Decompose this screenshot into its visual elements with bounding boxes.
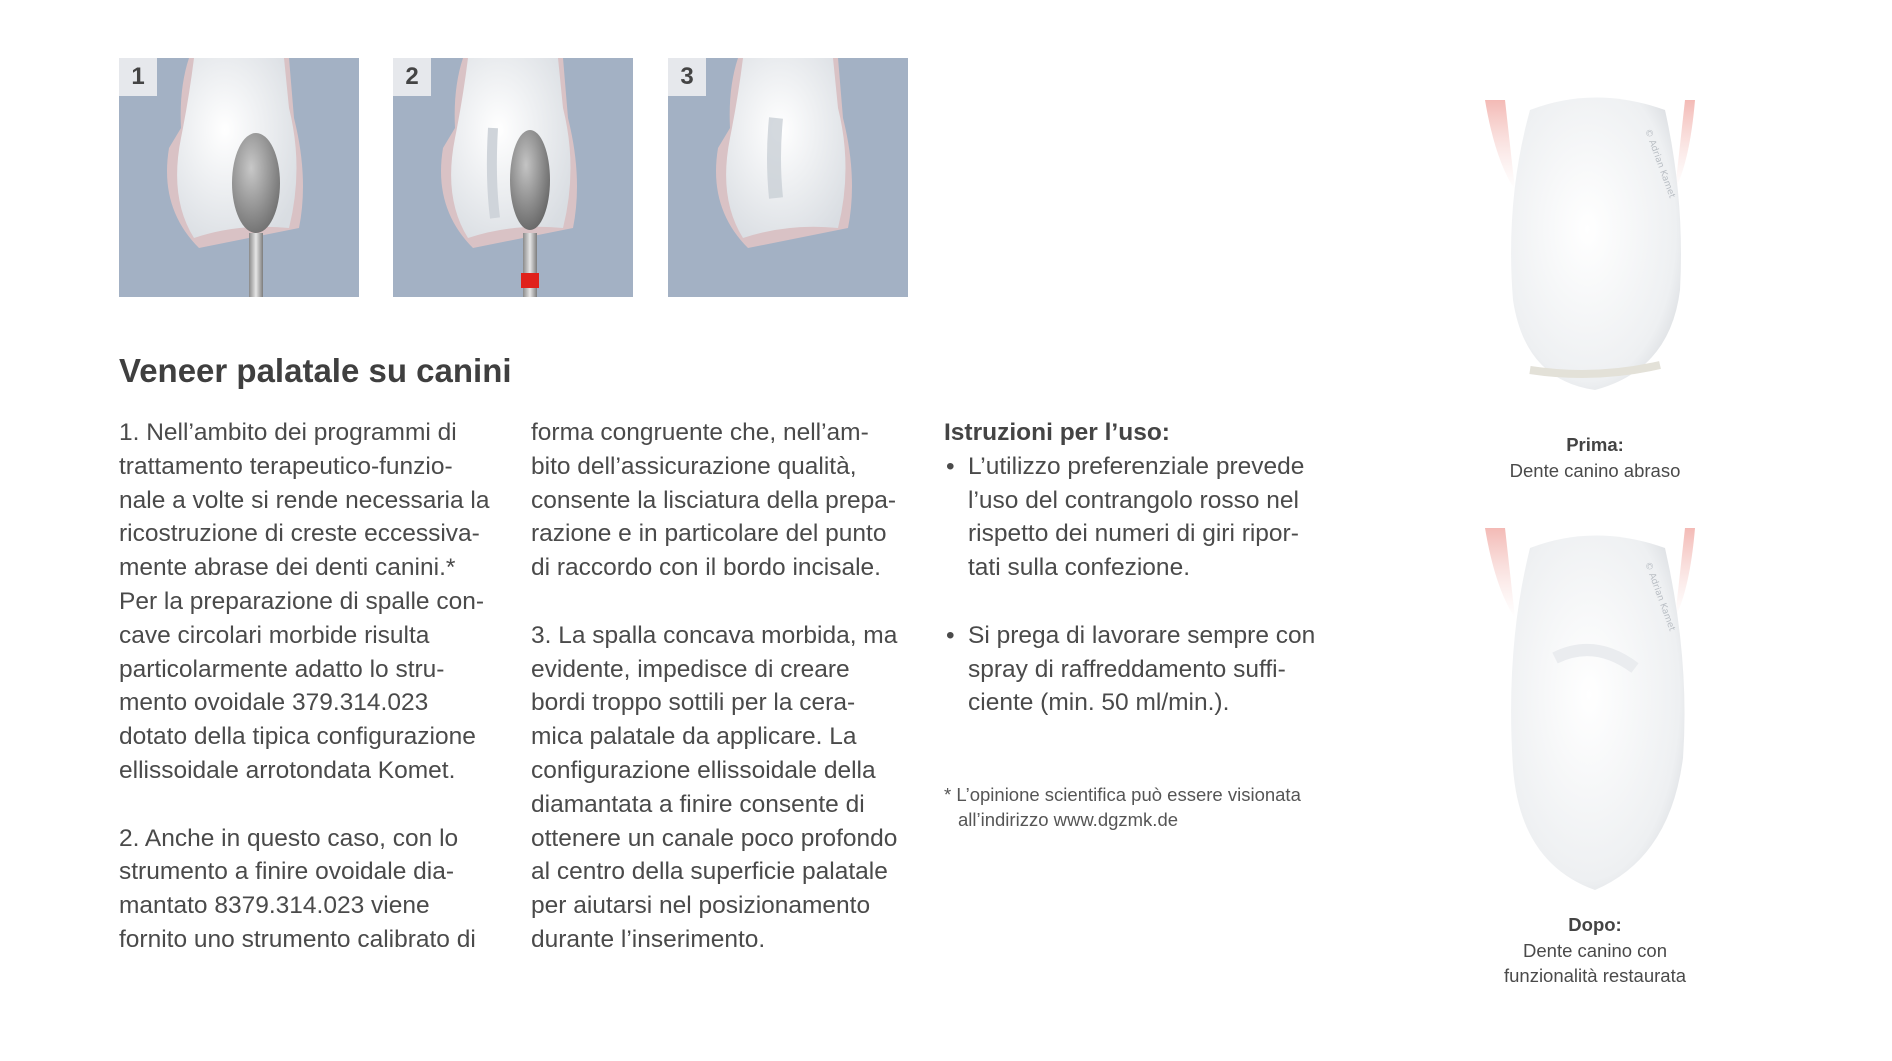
list-item: • L’utilizzo preferenziale prevede l’uso del contrangolo rosso nel rispetto dei numeri di giri ripor- tati sulla confezione. (944, 450, 1344, 585)
instructions-column (944, 416, 1344, 720)
step-number: 2 (393, 58, 431, 96)
footnote-line: * L’opinione scientifica può essere visionata (944, 784, 1301, 805)
step-3-illustration (668, 58, 908, 297)
caption-text: Dente canino abraso (1509, 459, 1681, 481)
after-caption (1445, 912, 1745, 989)
paragraph: 3. La spalla concava morbida, ma evidente, impedisce di creare bordi troppo sottili per la cera- mica palatale da applicare. La configurazione ellissoidale della diamantata a finire consente di ottenere un canale poco profondo al centro della superficie palatale per aiutarsi nel posizionamento durante l’inserimento. (531, 621, 898, 953)
step-number: 1 (119, 58, 157, 96)
list-item: • Si prega di lavorare sempre con spray di raffreddamento suffi- ciente (min. 50 ml/min.). (944, 619, 1344, 720)
watermark: © Adrian Kamet (1642, 560, 1677, 633)
before-tooth-photo (1445, 80, 1745, 410)
after-tooth-photo (1445, 518, 1745, 900)
before-caption (1445, 432, 1745, 483)
instructions-heading: Istruzioni per l’uso: (944, 419, 1170, 446)
text-column-1 (119, 416, 519, 957)
step-number: 3 (668, 58, 706, 96)
caption-label: Prima: (1566, 434, 1624, 455)
abraded-canine-image (1445, 80, 1745, 410)
footnote-line: all’indirizzo www.dgzmk.de (958, 809, 1179, 830)
page-title: Veneer palatale su canini (119, 352, 512, 389)
caption-text: Dente canino con (1523, 939, 1667, 961)
caption-label: Dopo: (1568, 914, 1622, 935)
footnote (944, 782, 1364, 832)
paragraph: 2. Anche in questo caso, con lo strumento a finire ovoidale dia- mantato 8379.314.023 viene fornito uno strumento calibrato di (119, 824, 476, 953)
watermark: © Adrian Kamet (1642, 127, 1677, 200)
caption-text: funzionalità restaurata (1503, 965, 1687, 986)
restored-canine-image (1445, 518, 1745, 900)
instructions-list (944, 450, 1344, 720)
step-1-illustration (119, 58, 359, 297)
paragraph: forma congruente che, nell’am- bito dell’assicurazione qualità, consente la lisciatura della prepa- razione e in particolare del punto di raccordo con il bordo incisale. (531, 419, 896, 582)
step-2-illustration (393, 58, 633, 297)
text-column-2 (531, 416, 931, 957)
paragraph: 1. Nell’ambito dei programmi di trattamento terapeutico-funzio- nale a volte si rende necessaria la ricostruzione di creste eccessiva- mente abrase dei denti canini.* Per la preparazione di spalle con- cave circolari morbide risulta particolarmente adatto lo stru- mento ovoidale 379.314.023 dotato della tipica configurazione ellissoidale arrotondata Komet. (119, 419, 490, 784)
